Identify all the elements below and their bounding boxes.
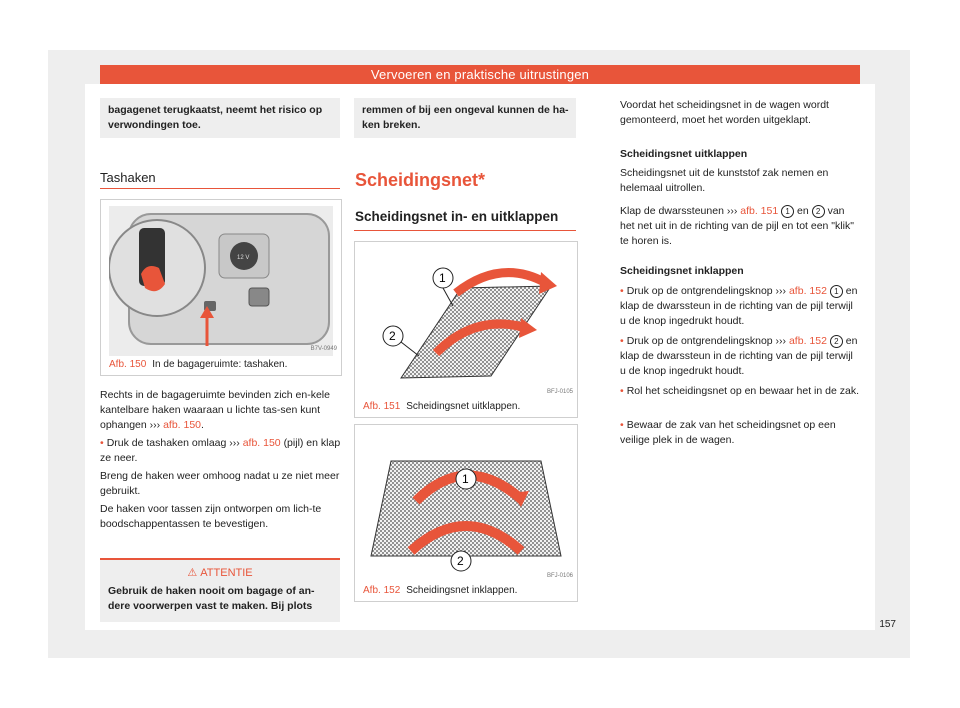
paragraph-intro: Rechts in de bagageruimte bevinden zich en-kele kantelbare haken waaraan u lichte tas-sen kunt ophangen ››› afb. 150. [100, 389, 330, 431]
fold-step-4: • Bewaar de zak van het scheidingsnet op een veilige plek in de wagen. [620, 419, 836, 446]
callout-number: 1 [781, 205, 794, 218]
figure-ref-link[interactable]: afb. 151 [740, 205, 779, 217]
figure-label: Afb. 152 [363, 585, 401, 596]
unfold-step: Klap de dwarssteunen ››› afb. 151 1 en 2 van het net uit in de richting van de pijl en tot een "klik" te horen is. [620, 205, 854, 247]
paragraph-3: De haken voor tassen zijn ontworpen om lich-te boodschappentassen te bevestigen. [100, 503, 322, 530]
figure-caption-text: Scheidingsnet inklappen. [406, 585, 518, 596]
unfold-heading: Scheidingsnet uitklappen [620, 148, 748, 160]
marker-1: 1 [439, 271, 446, 285]
figure-label: Afb. 150 [109, 359, 147, 370]
attention-title: ATTENTIE [200, 567, 253, 579]
callout-number: 1 [830, 285, 843, 298]
fold-step-2: • Druk op de ontgrendelingsknop ››› afb. 152 2 en klap de dwarssteun in de richting van de pijl terwijl u de knop ingedrukt houdt. [620, 335, 858, 377]
net-fold-illustration [361, 431, 571, 577]
figure-caption [109, 359, 287, 370]
subsection-title: Scheidingsnet in- en uitklappen [355, 209, 559, 224]
fold-step-1: • Druk op de ontgrendelingsknop ››› afb. 152 1 en klap de dwarssteun in de richting van de pijl terwijl u de knop ingedrukt houdt. [620, 285, 858, 327]
net-unfold-image [361, 248, 571, 393]
warning-text-2: remmen of bij een ongeval kunnen de ha-ken breken. [362, 104, 569, 131]
page-number: 157 [879, 619, 896, 630]
figure-caption [363, 401, 520, 412]
net-fold-image [361, 431, 571, 577]
figure-code: BFJ-0105 [546, 389, 573, 395]
fold-heading: Scheidingsnet inklappen [620, 265, 744, 277]
figure-151 [354, 241, 578, 418]
warning-box-continued [100, 98, 340, 138]
attention-box [100, 558, 340, 622]
page-content [85, 84, 875, 630]
intro-paragraph: Voordat het scheidingsnet in de wagen wordt gemonteerd, moet het worden uitgeklapt. [620, 99, 829, 126]
figure-caption-text: Scheidingsnet uitklappen. [406, 401, 521, 412]
figure-ref-link[interactable]: afb. 150 [163, 419, 202, 431]
socket-label: 12 V [237, 255, 250, 261]
paragraph-2: Breng de haken weer omhoog nadat u ze niet meer gebruikt. [100, 470, 340, 497]
figure-ref-link[interactable]: afb. 152 [788, 285, 827, 297]
luggage-hooks-image [109, 206, 333, 356]
figure-caption [363, 585, 517, 596]
marker-1: 1 [462, 472, 469, 486]
bullet-step: • Druk de tashaken omlaag ››› afb. 150 (pijl) en klap ze neer. [100, 437, 341, 464]
subsection-rule [354, 230, 576, 231]
figure-label: Afb. 151 [363, 401, 401, 412]
marker-2: 2 [457, 554, 464, 568]
callout-number: 2 [830, 335, 843, 348]
fold-step-3: • Rol het scheidingsnet op en bewaar het in de zak. [620, 385, 860, 397]
marker-2: 2 [389, 329, 396, 343]
attention-header [100, 566, 340, 579]
callout-number: 2 [812, 205, 825, 218]
figure-caption-text: In de bagageruimte: tashaken. [152, 359, 288, 370]
section-title-tashaken: Tashaken [100, 170, 156, 185]
figure-code: BFJ-0106 [546, 573, 573, 579]
chapter-header: Vervoeren en praktische uitrustingen [100, 65, 860, 85]
figure-150 [100, 199, 342, 376]
luggage-hooks-illustration [109, 206, 333, 356]
figure-code: B7V-0949 [310, 346, 337, 352]
warning-box-continued-2 [354, 98, 576, 138]
warning-text: bagagenet terugkaatst, neemt het risico op verwondingen toe. [108, 104, 323, 131]
section-title-scheidingsnet: Scheidingsnet* [355, 170, 486, 190]
figure-ref-link[interactable]: afb. 150 [242, 437, 281, 449]
figure-ref-link[interactable]: afb. 152 [788, 335, 827, 347]
section-rule [100, 188, 340, 189]
figure-152 [354, 424, 578, 602]
net-unfold-illustration [361, 248, 571, 393]
unfold-text: Scheidingsnet uit de kunststof zak nemen en helemaal uitrollen. [620, 167, 829, 194]
attention-text: Gebruik de haken nooit om bagage of an-dere voorwerpen vast te maken. Bij plots [108, 585, 315, 612]
warning-triangle-icon: ⚠ [187, 567, 198, 579]
